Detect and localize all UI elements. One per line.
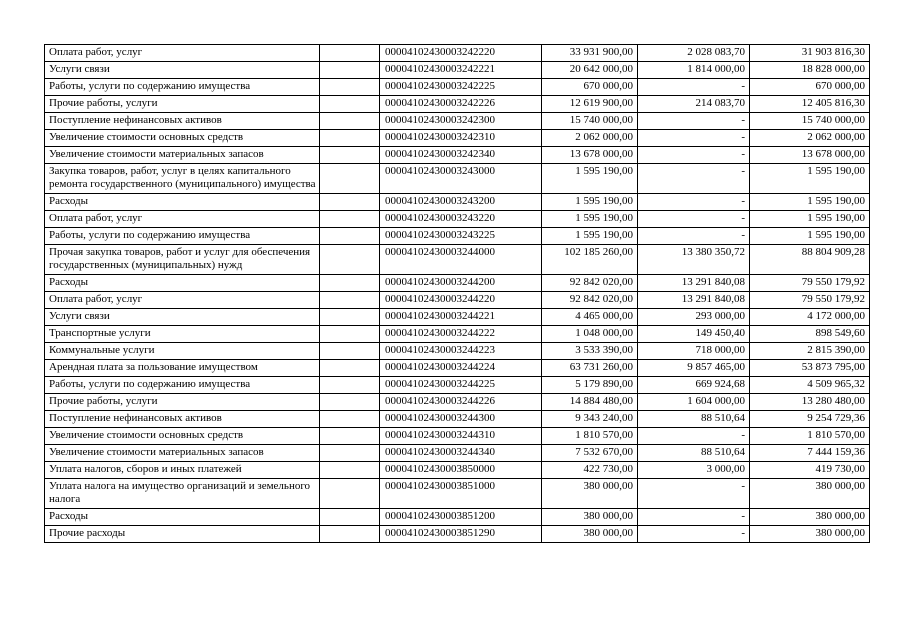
table-row [45, 45, 870, 62]
row-remaining-cell: 1 595 190,00 [750, 211, 870, 228]
row-executed-cell: - [638, 526, 750, 543]
row-name-cell: Уплата налога на имущество организаций и земельного налога [45, 479, 320, 509]
row-blank-cell [320, 211, 380, 228]
row-name-cell: Увеличение стоимости материальных запасов [45, 445, 320, 462]
row-code-cell: 00004102430003243220 [380, 211, 542, 228]
table-row [45, 326, 870, 343]
row-code-cell: 00004102430003851200 [380, 509, 542, 526]
row-name-cell: Прочие работы, услуги [45, 394, 320, 411]
table-row [45, 96, 870, 113]
row-plan-cell: 380 000,00 [542, 509, 638, 526]
row-blank-cell [320, 428, 380, 445]
table-row [45, 62, 870, 79]
row-remaining-cell: 380 000,00 [750, 509, 870, 526]
row-name-cell: Арендная плата за пользование имуществом [45, 360, 320, 377]
row-code-cell: 00004102430003850000 [380, 462, 542, 479]
table-row [45, 275, 870, 292]
table-row [45, 428, 870, 445]
row-code-cell: 00004102430003244225 [380, 377, 542, 394]
row-blank-cell [320, 96, 380, 113]
table-row [45, 411, 870, 428]
row-remaining-cell: 31 903 816,30 [750, 45, 870, 62]
row-remaining-cell: 4 509 965,32 [750, 377, 870, 394]
row-name-cell: Закупка товаров, работ, услуг в целях капитального ремонта государственного (муниципального) имущества [45, 164, 320, 194]
row-remaining-cell: 1 595 190,00 [750, 164, 870, 194]
row-executed-cell: 718 000,00 [638, 343, 750, 360]
row-name-cell: Оплата работ, услуг [45, 45, 320, 62]
row-plan-cell: 1 595 190,00 [542, 211, 638, 228]
row-name-cell: Прочая закупка товаров, работ и услуг для обеспечения государственных (муниципальных) нужд [45, 245, 320, 275]
row-code-cell: 00004102430003244220 [380, 292, 542, 309]
row-plan-cell: 2 062 000,00 [542, 130, 638, 147]
row-plan-cell: 7 532 670,00 [542, 445, 638, 462]
row-blank-cell [320, 275, 380, 292]
row-plan-cell: 4 465 000,00 [542, 309, 638, 326]
row-remaining-cell: 88 804 909,28 [750, 245, 870, 275]
row-name-cell: Прочие расходы [45, 526, 320, 543]
row-plan-cell: 102 185 260,00 [542, 245, 638, 275]
row-plan-cell: 670 000,00 [542, 79, 638, 96]
row-plan-cell: 380 000,00 [542, 526, 638, 543]
row-blank-cell [320, 45, 380, 62]
row-remaining-cell: 13 678 000,00 [750, 147, 870, 164]
row-name-cell: Оплата работ, услуг [45, 292, 320, 309]
row-executed-cell: - [638, 428, 750, 445]
row-blank-cell [320, 411, 380, 428]
row-remaining-cell: 53 873 795,00 [750, 360, 870, 377]
row-remaining-cell: 7 444 159,36 [750, 445, 870, 462]
row-code-cell: 00004102430003242226 [380, 96, 542, 113]
row-executed-cell: - [638, 509, 750, 526]
row-code-cell: 00004102430003851000 [380, 479, 542, 509]
row-plan-cell: 63 731 260,00 [542, 360, 638, 377]
row-name-cell: Услуги связи [45, 309, 320, 326]
row-plan-cell: 1 595 190,00 [542, 164, 638, 194]
row-name-cell: Работы, услуги по содержанию имущества [45, 79, 320, 96]
row-code-cell: 00004102430003244000 [380, 245, 542, 275]
table-row [45, 360, 870, 377]
row-remaining-cell: 18 828 000,00 [750, 62, 870, 79]
row-blank-cell [320, 343, 380, 360]
row-code-cell: 00004102430003243000 [380, 164, 542, 194]
row-executed-cell: 9 857 465,00 [638, 360, 750, 377]
row-remaining-cell: 670 000,00 [750, 79, 870, 96]
row-executed-cell: - [638, 79, 750, 96]
row-executed-cell: 293 000,00 [638, 309, 750, 326]
row-remaining-cell: 1 595 190,00 [750, 194, 870, 211]
row-executed-cell: - [638, 130, 750, 147]
row-executed-cell: 1 604 000,00 [638, 394, 750, 411]
row-code-cell: 00004102430003244310 [380, 428, 542, 445]
row-name-cell: Уплата налогов, сборов и иных платежей [45, 462, 320, 479]
row-plan-cell: 92 842 020,00 [542, 292, 638, 309]
row-remaining-cell: 79 550 179,92 [750, 292, 870, 309]
row-remaining-cell: 380 000,00 [750, 479, 870, 509]
row-executed-cell: 149 450,40 [638, 326, 750, 343]
row-name-cell: Расходы [45, 194, 320, 211]
row-remaining-cell: 2 815 390,00 [750, 343, 870, 360]
row-plan-cell: 1 595 190,00 [542, 194, 638, 211]
table-row [45, 164, 870, 194]
row-code-cell: 00004102430003244200 [380, 275, 542, 292]
row-remaining-cell: 4 172 000,00 [750, 309, 870, 326]
row-plan-cell: 20 642 000,00 [542, 62, 638, 79]
row-remaining-cell: 12 405 816,30 [750, 96, 870, 113]
row-code-cell: 00004102430003242310 [380, 130, 542, 147]
row-plan-cell: 9 343 240,00 [542, 411, 638, 428]
table-body [45, 45, 870, 543]
row-remaining-cell: 79 550 179,92 [750, 275, 870, 292]
table-row [45, 445, 870, 462]
row-code-cell: 00004102430003242220 [380, 45, 542, 62]
row-remaining-cell: 2 062 000,00 [750, 130, 870, 147]
row-blank-cell [320, 526, 380, 543]
row-plan-cell: 12 619 900,00 [542, 96, 638, 113]
row-name-cell: Оплата работ, услуг [45, 211, 320, 228]
row-plan-cell: 1 810 570,00 [542, 428, 638, 445]
row-code-cell: 00004102430003243225 [380, 228, 542, 245]
table-row [45, 147, 870, 164]
row-blank-cell [320, 326, 380, 343]
row-name-cell: Увеличение стоимости основных средств [45, 428, 320, 445]
row-plan-cell: 3 533 390,00 [542, 343, 638, 360]
budget-execution-table [44, 44, 870, 543]
row-plan-cell: 1 595 190,00 [542, 228, 638, 245]
table-row [45, 462, 870, 479]
row-executed-cell: 13 380 350,72 [638, 245, 750, 275]
row-executed-cell: 3 000,00 [638, 462, 750, 479]
table-row [45, 479, 870, 509]
row-blank-cell [320, 394, 380, 411]
table-row [45, 509, 870, 526]
row-executed-cell: - [638, 228, 750, 245]
row-blank-cell [320, 377, 380, 394]
row-blank-cell [320, 479, 380, 509]
row-remaining-cell: 9 254 729,36 [750, 411, 870, 428]
row-name-cell: Коммунальные услуги [45, 343, 320, 360]
row-remaining-cell: 419 730,00 [750, 462, 870, 479]
row-name-cell: Поступление нефинансовых активов [45, 113, 320, 130]
row-executed-cell: - [638, 194, 750, 211]
row-name-cell: Увеличение стоимости основных средств [45, 130, 320, 147]
row-executed-cell: 2 028 083,70 [638, 45, 750, 62]
row-blank-cell [320, 62, 380, 79]
row-executed-cell: 88 510,64 [638, 445, 750, 462]
row-name-cell: Увеличение стоимости материальных запасов [45, 147, 320, 164]
table-row [45, 194, 870, 211]
row-plan-cell: 33 931 900,00 [542, 45, 638, 62]
row-executed-cell: 88 510,64 [638, 411, 750, 428]
row-blank-cell [320, 245, 380, 275]
row-code-cell: 00004102430003244221 [380, 309, 542, 326]
row-code-cell: 00004102430003244224 [380, 360, 542, 377]
row-executed-cell: 669 924,68 [638, 377, 750, 394]
table-row [45, 394, 870, 411]
row-name-cell: Транспортные услуги [45, 326, 320, 343]
row-name-cell: Расходы [45, 509, 320, 526]
table-row [45, 309, 870, 326]
row-executed-cell: 214 083,70 [638, 96, 750, 113]
row-plan-cell: 13 678 000,00 [542, 147, 638, 164]
row-code-cell: 00004102430003242225 [380, 79, 542, 96]
row-code-cell: 00004102430003244223 [380, 343, 542, 360]
row-plan-cell: 1 048 000,00 [542, 326, 638, 343]
row-blank-cell [320, 130, 380, 147]
row-code-cell: 00004102430003242221 [380, 62, 542, 79]
row-code-cell: 00004102430003242300 [380, 113, 542, 130]
table-row [45, 245, 870, 275]
table-row [45, 377, 870, 394]
row-remaining-cell: 1 595 190,00 [750, 228, 870, 245]
row-plan-cell: 5 179 890,00 [542, 377, 638, 394]
row-blank-cell [320, 309, 380, 326]
row-blank-cell [320, 164, 380, 194]
row-executed-cell: - [638, 147, 750, 164]
row-plan-cell: 14 884 480,00 [542, 394, 638, 411]
table-row [45, 130, 870, 147]
row-code-cell: 00004102430003244226 [380, 394, 542, 411]
row-blank-cell [320, 462, 380, 479]
row-executed-cell: - [638, 113, 750, 130]
row-blank-cell [320, 79, 380, 96]
table-row [45, 228, 870, 245]
row-code-cell: 00004102430003242340 [380, 147, 542, 164]
table-row [45, 343, 870, 360]
row-code-cell: 00004102430003244340 [380, 445, 542, 462]
row-code-cell: 00004102430003244222 [380, 326, 542, 343]
row-plan-cell: 380 000,00 [542, 479, 638, 509]
table-row [45, 79, 870, 96]
row-blank-cell [320, 445, 380, 462]
table-row [45, 292, 870, 309]
row-executed-cell: - [638, 164, 750, 194]
row-remaining-cell: 898 549,60 [750, 326, 870, 343]
row-name-cell: Работы, услуги по содержанию имущества [45, 377, 320, 394]
row-blank-cell [320, 509, 380, 526]
row-remaining-cell: 380 000,00 [750, 526, 870, 543]
row-plan-cell: 15 740 000,00 [542, 113, 638, 130]
row-executed-cell: - [638, 211, 750, 228]
row-name-cell: Услуги связи [45, 62, 320, 79]
row-blank-cell [320, 360, 380, 377]
row-blank-cell [320, 113, 380, 130]
row-code-cell: 00004102430003244300 [380, 411, 542, 428]
table-row [45, 113, 870, 130]
row-plan-cell: 422 730,00 [542, 462, 638, 479]
row-executed-cell: 1 814 000,00 [638, 62, 750, 79]
row-code-cell: 00004102430003851290 [380, 526, 542, 543]
row-name-cell: Расходы [45, 275, 320, 292]
row-remaining-cell: 13 280 480,00 [750, 394, 870, 411]
row-blank-cell [320, 194, 380, 211]
row-blank-cell [320, 292, 380, 309]
row-name-cell: Работы, услуги по содержанию имущества [45, 228, 320, 245]
row-executed-cell: - [638, 479, 750, 509]
row-executed-cell: 13 291 840,08 [638, 292, 750, 309]
row-code-cell: 00004102430003243200 [380, 194, 542, 211]
row-blank-cell [320, 228, 380, 245]
row-plan-cell: 92 842 020,00 [542, 275, 638, 292]
row-blank-cell [320, 147, 380, 164]
row-executed-cell: 13 291 840,08 [638, 275, 750, 292]
row-remaining-cell: 15 740 000,00 [750, 113, 870, 130]
row-name-cell: Поступление нефинансовых активов [45, 411, 320, 428]
row-name-cell: Прочие работы, услуги [45, 96, 320, 113]
row-remaining-cell: 1 810 570,00 [750, 428, 870, 445]
table-row [45, 526, 870, 543]
table-row [45, 211, 870, 228]
